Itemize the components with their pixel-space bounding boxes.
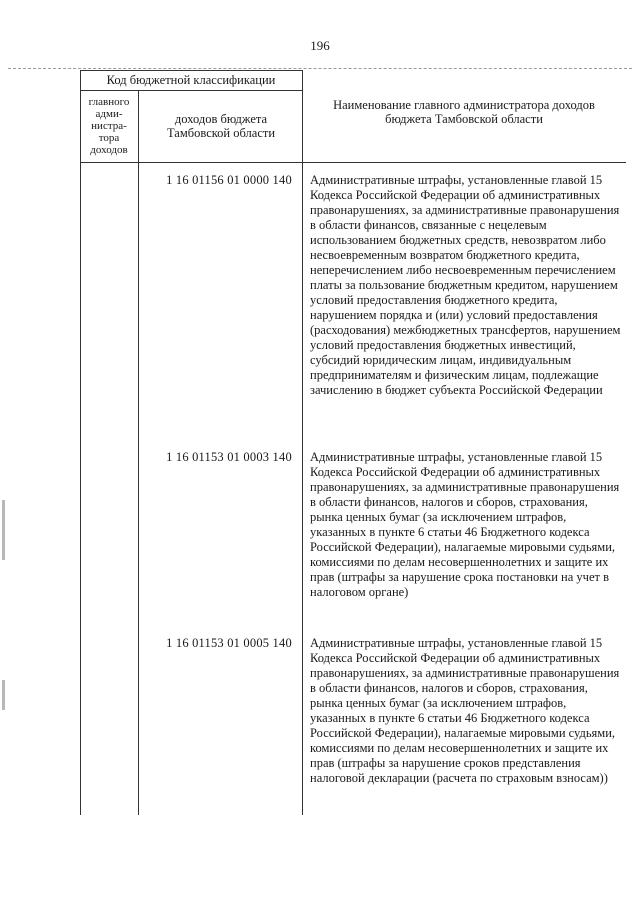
header-income-column: доходов бюджета Тамбовской области bbox=[166, 112, 276, 140]
top-divider bbox=[8, 68, 632, 69]
table-border-top bbox=[80, 70, 302, 71]
table-row-description: Административные штрафы, установленные главой 15 Кодекса Российской Федерации об административных правонарушениях, за административные правонарушения в области финансов, налогов и сборов, страхования, рынка ценных бумаг (за исключением штрафов, указанных в пункте 6 статьи 46 Бюджетного кодекса Российской Федерации), налагаемые мировыми судьями, комиссиями по делам несовершеннолетних и защите их прав (штрафы за нарушение срока постановки на учет в налоговом органе) bbox=[310, 450, 620, 599]
budget-classification-table bbox=[80, 70, 626, 815]
header-name-column: Наименование главного администратора доходов бюджета Тамбовской области bbox=[333, 98, 595, 126]
header-group-label: Код бюджетной классификации bbox=[106, 73, 276, 87]
header-bottom-divider bbox=[80, 162, 626, 163]
column-divider bbox=[138, 90, 139, 815]
table-row-code: 1 16 01156 01 0000 140 bbox=[166, 173, 292, 187]
table-border-left bbox=[80, 70, 81, 815]
table-row-description: Административные штрафы, установленные главой 15 Кодекса Российской Федерации об административных правонарушениях, за административные правонарушения в области финансов, налогов и сборов, страхования, рынка ценных бумаг (за исключением штрафов, указанных в пункте 6 статьи 46 Бюджетного кодекса Российской Федерации), налагаемые мировыми судьями, комиссиями по делам несовершеннолетних и защите их прав (штрафы за нарушение сроков представления налоговой декларации (расчета по страховым взносам)) bbox=[310, 636, 620, 785]
scan-artifact bbox=[2, 500, 5, 560]
header-admin-column: главного адми- нистра- тора доходов bbox=[88, 96, 130, 156]
scan-artifact bbox=[2, 680, 5, 710]
column-divider bbox=[302, 70, 303, 815]
header-group-divider bbox=[80, 90, 302, 91]
table-row-description: Административные штрафы, установленные главой 15 Кодекса Российской Федерации об административных правонарушениях, за административные правонарушения в области финансов, связанные с нецелевым использованием бюджетных средств, невозвратом либо несвоевременным возвратом бюджетного кредита, неперечислением либо несвоевременным перечислением платы за пользование бюджетным кредитом, нарушением условий предоставления бюджетного кредита, нарушением порядка и (или) условий предоставления (расходования) межбюджетных трансфертов, нарушением условий предоставления бюджетных инвестиций, субсидий юридическим лицам, индивидуальным предпринимателям и физическим лицам, подлежащие зачислению в бюджет субъекта Российской Федерации bbox=[310, 173, 621, 397]
table-row-code: 1 16 01153 01 0005 140 bbox=[166, 636, 292, 650]
page-number: 196 bbox=[310, 38, 330, 53]
table-row-code: 1 16 01153 01 0003 140 bbox=[166, 450, 292, 464]
